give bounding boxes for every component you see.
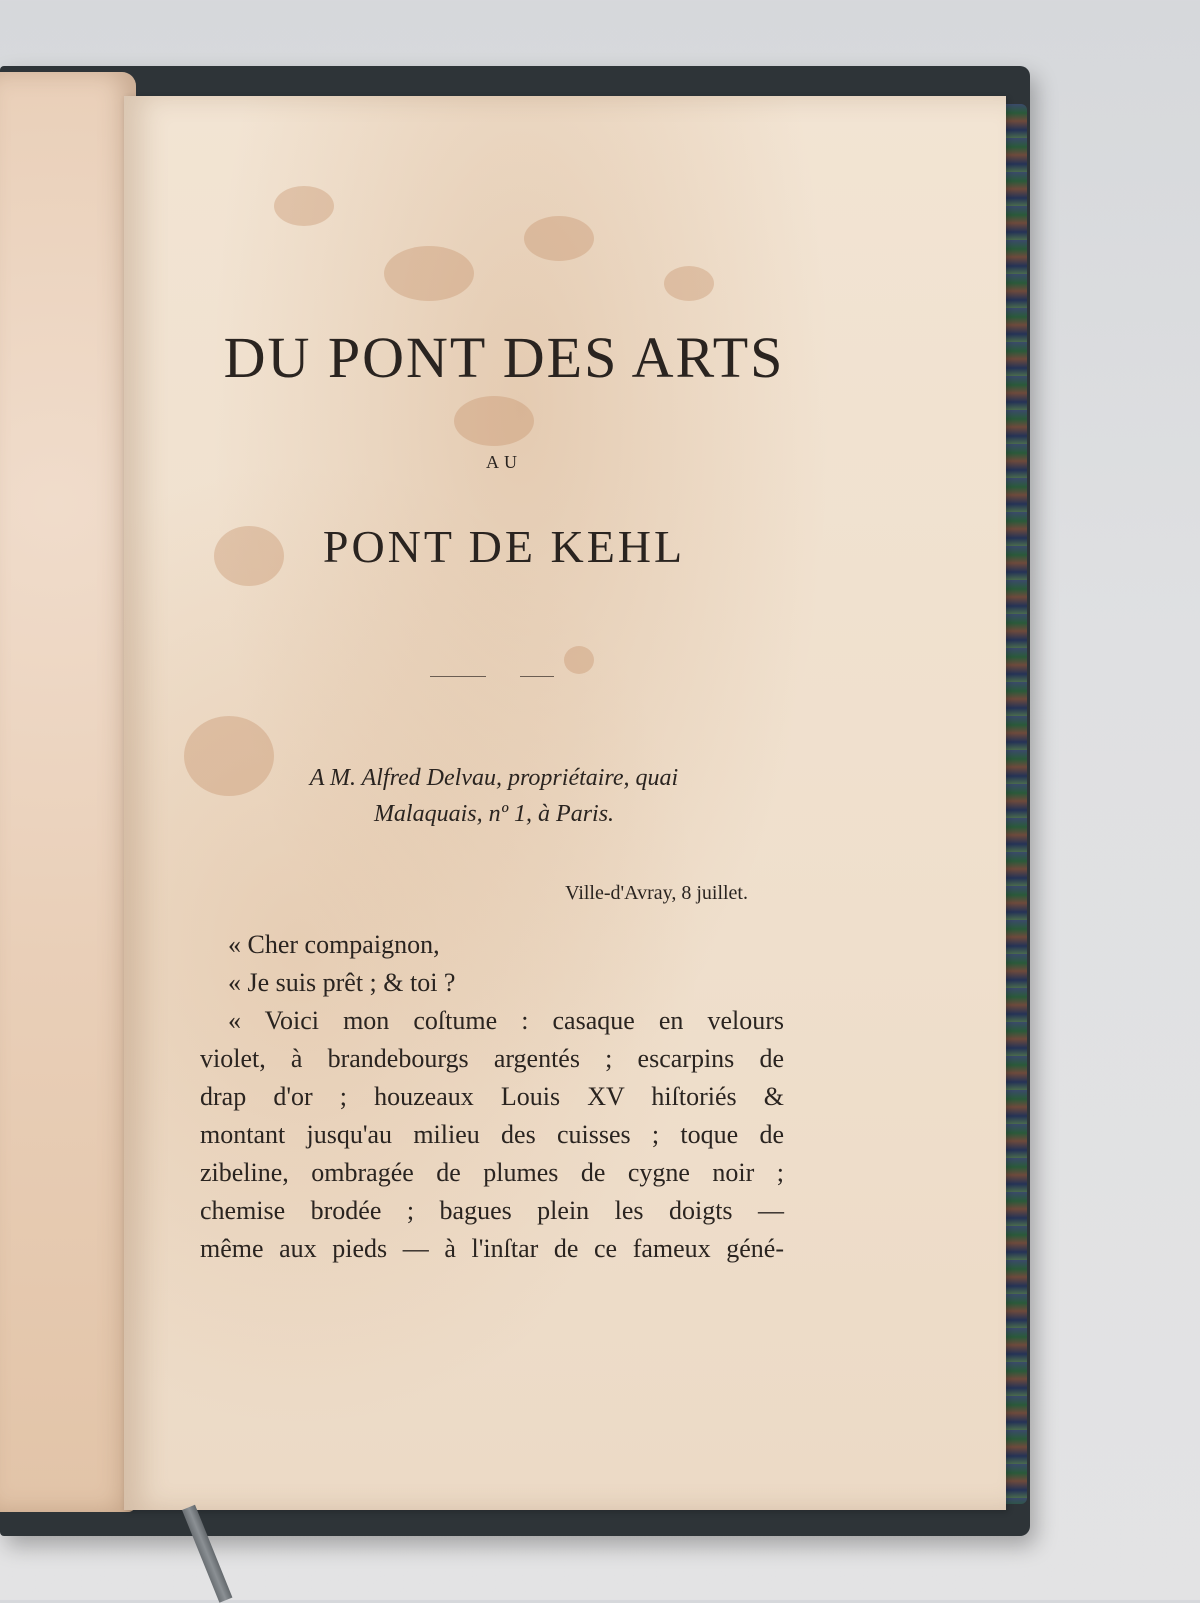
body-line: montant jusqu'au milieu des cuisses ; toque de [200,1120,784,1149]
dedication-line: Malaquais, nº 1, à Paris. [373,801,615,827]
left-page [0,72,136,1512]
body-line: zibeline, ombragée de plumes de cygne noir ; [200,1158,784,1187]
body-line: chemise brodée ; bagues plein les doigts — [200,1196,784,1225]
place-date: Ville-d'Avray, 8 juillet. [565,882,748,904]
foxing-spot [454,396,534,446]
right-page [124,96,1006,1510]
body-line: même aux pieds — à l'inſtar de ce fameux géné- [200,1234,784,1263]
dedication-line: A M. Alfred Delvau, propriétaire, quai [309,765,679,791]
foxing-spot [524,216,594,261]
body-line: « Cher compaignon, [228,930,440,959]
body-line: violet, à brandebourgs argentés ; escarpins de [200,1044,784,1073]
ornamental-rule-right [520,676,554,677]
body-line: drap d'or ; houzeaux Louis XV hiſtoriés & [200,1082,784,1111]
body-line: « Voici mon coſtume : casaque en velours [228,1006,784,1035]
marbled-page-edge [1005,104,1027,1504]
dedication [214,760,774,832]
foxing-spot [564,646,594,674]
title-connector: AU [486,452,522,472]
foxing-spot [274,186,334,226]
title-main: DU PONT DES ARTS [223,325,785,390]
title-sub: PONT DE KEHL [322,521,686,572]
body-text [200,926,784,1268]
foxing-spot [664,266,714,301]
body-line: « Je suis prêt ; & toi ? [228,968,456,997]
foxing-spot [384,246,474,301]
ornamental-rule-left [430,676,486,677]
